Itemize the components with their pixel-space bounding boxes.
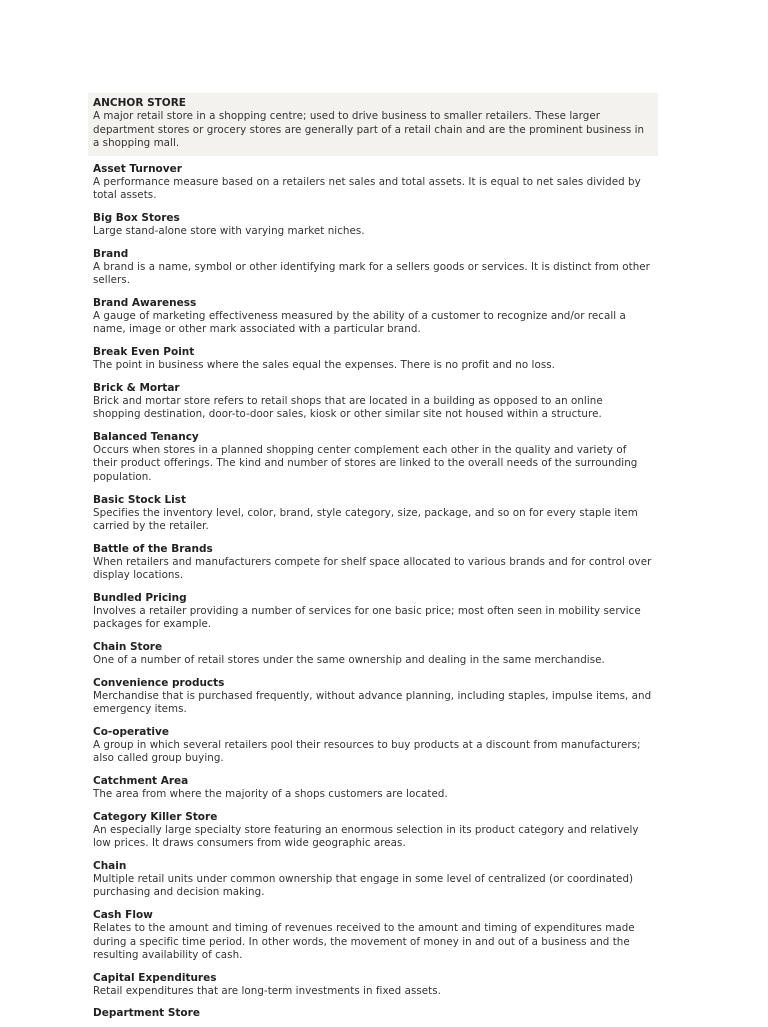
glossary-definition: An especially large specialty store featuring an enormous selection in its product category and relatively low prices. It draws consumers from wide geographic areas. (93, 823, 639, 850)
glossary-entry (88, 210, 658, 241)
glossary-definition: A group in which several retailers pool their resources to buy products at a discount from manufacturers; also called group buying. (93, 738, 641, 765)
glossary-entry (88, 907, 658, 965)
glossary-definition: Relates to the amount and timing of revenues received to the amount and timing of expenditures made during a specific time period. In other words, the movement of money in and out of a business and the resulting availability of cash. (93, 922, 635, 962)
glossary-term: ANCHOR STORE (93, 97, 186, 109)
glossary-term: Category Killer Store (93, 810, 218, 823)
glossary-definition: Multiple retail units under common ownership that engage in some level of centralized (or coordinated) purchasing and decision making. (93, 872, 634, 899)
glossary-entry (88, 492, 658, 536)
glossary-term: Basic Stock List (93, 493, 187, 506)
glossary-entry (88, 295, 658, 339)
glossary-term: Catchment Area (93, 775, 189, 788)
glossary-definition: When retailers and manufacturers compete for shelf space allocated to various brands and for control over display locations. (93, 555, 652, 582)
glossary-term: Convenience products (93, 676, 225, 689)
glossary-term: Big Box Stores (93, 211, 180, 224)
glossary-definition: A performance measure based on a retailers net sales and total assets. It is equal to net sales divided by total assets. (93, 175, 641, 202)
glossary-definition: Occurs when stores in a planned shopping center complement each other in the quality and variety of their product offerings. The kind and number of stores are linked to the overall needs of the surrounding population. (93, 443, 638, 483)
glossary-entry (88, 1005, 658, 1022)
glossary-definition: Merchandise that is purchased frequently, without advance planning, including staples, impulse items, and emergency items. (93, 689, 652, 716)
glossary-entry (88, 590, 658, 634)
glossary-term: Brand (93, 247, 129, 260)
glossary-entry (88, 161, 658, 205)
glossary-term: Capital Expenditures (93, 971, 217, 984)
glossary-definition: A brand is a name, symbol or other identifying mark for a sellers goods or services. It is distinct from other sellers. (93, 260, 650, 287)
glossary-entry (88, 675, 658, 719)
glossary-definition: Specifies the inventory level, color, brand, style category, size, package, and so on for every staple item carried by the retailer. (93, 506, 638, 533)
glossary-definition: The point in business where the sales equal the expenses. There is no profit and no loss. (93, 358, 555, 371)
glossary-term: Balanced Tenancy (93, 430, 199, 443)
glossary-term: Cash Flow (93, 909, 153, 921)
glossary-entry (88, 809, 658, 853)
glossary-definition: Brick and mortar store refers to retail shops that are located in a building as opposed to an online shopping destination, door-to-door sales, kiosk or other similar site not housed within a structure. (93, 394, 603, 421)
glossary-entry (88, 93, 658, 156)
glossary-entry (88, 429, 658, 487)
glossary-term: Chain (93, 859, 127, 872)
glossary-definition: Retail expenditures that are long-term investments in fixed assets. (93, 984, 441, 997)
glossary-entry (88, 380, 658, 424)
glossary-entry (88, 639, 658, 670)
glossary-term: Bundled Pricing (93, 591, 187, 604)
glossary-definition: Large stand-alone store with varying market niches. (93, 224, 365, 237)
glossary-term: Battle of the Brands (93, 542, 213, 555)
glossary-definition: Involves a retailer providing a number of services for one basic price; most often seen in mobility service packages for example. (93, 604, 641, 631)
glossary-definition: A major retail store in a shopping centre; used to drive business to smaller retailers. These larger department stores or grocery stores are generally part of a retail chain and are the prominent business in a shopping mall. (93, 110, 645, 150)
glossary-entry (88, 246, 658, 290)
glossary-list (88, 93, 658, 1027)
glossary-entry (88, 858, 658, 902)
glossary-entry (88, 541, 658, 585)
glossary-term: Department Store (93, 1007, 200, 1020)
glossary-term: Brand Awareness (93, 296, 197, 309)
glossary-definition: The area from where the majority of a shops customers are located. (93, 788, 448, 801)
glossary-term: Break Even Point (93, 345, 195, 358)
glossary-term: Brick & Mortar (93, 381, 180, 394)
glossary-term: Asset Turnover (93, 162, 182, 175)
glossary-entry (88, 344, 658, 375)
glossary-term: Co-operative (93, 725, 169, 738)
glossary-entry (88, 773, 658, 804)
glossary-definition: A gauge of marketing effectiveness measured by the ability of a customer to recognize and/or recall a name, image or other mark associated with a particular brand. (93, 309, 626, 336)
glossary-entry (88, 724, 658, 768)
glossary-definition: One of a number of retail stores under the same ownership and dealing in the same merchandise. (93, 654, 605, 667)
glossary-term: Chain Store (93, 641, 163, 654)
glossary-entry (88, 970, 658, 1001)
